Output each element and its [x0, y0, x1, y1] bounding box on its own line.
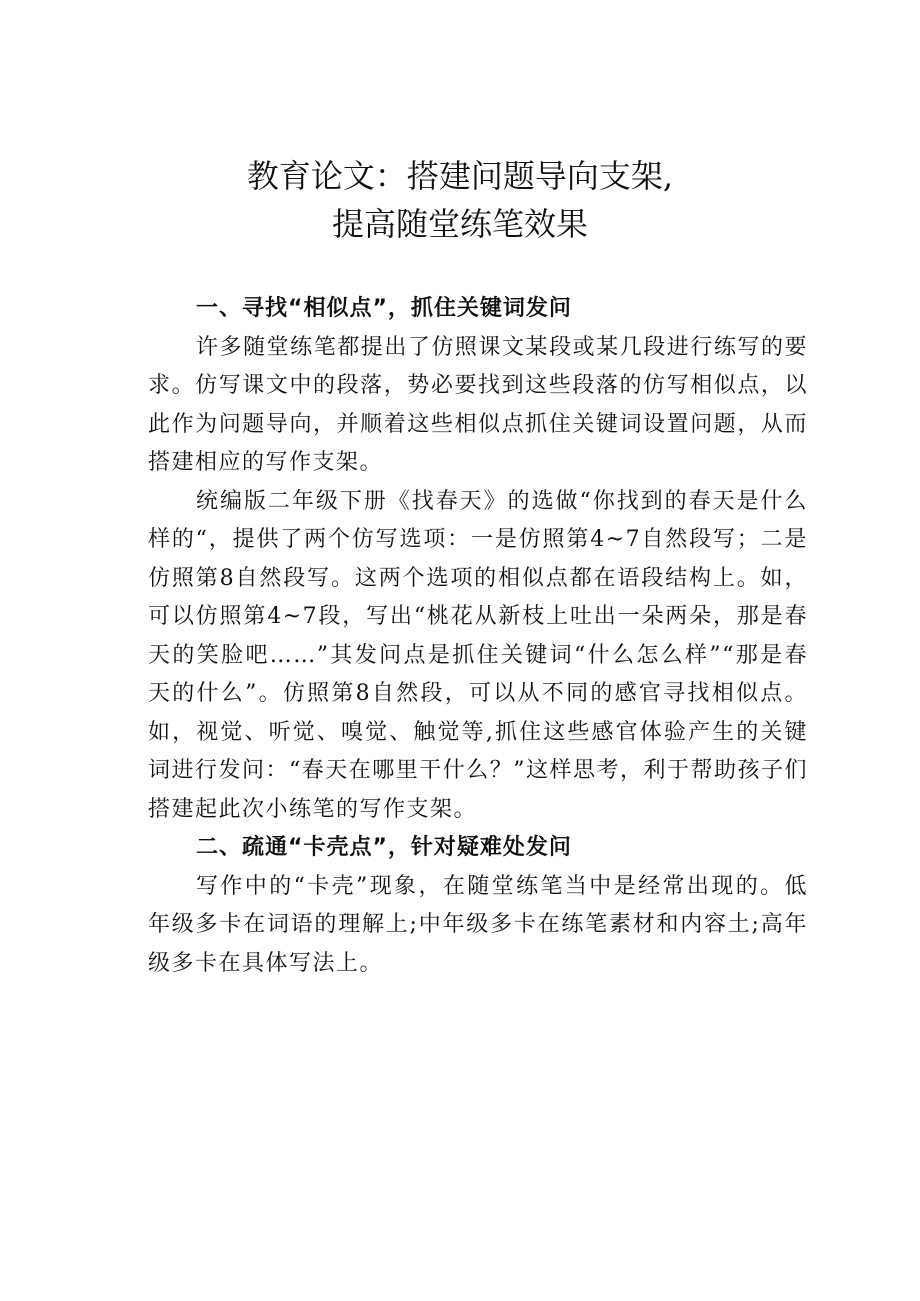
title-line-1: 教育论文：搭建问题导向支架, — [246, 157, 674, 195]
document-body — [148, 290, 808, 983]
section-2-heading: 二、疏通“卡壳点”，针对疑难处发问 — [196, 835, 572, 860]
title-line-2: 提高随堂练笔效果 — [331, 205, 588, 243]
section-2-paragraph-1: 写作中的“卡壳”现象，在随堂练笔当中是经常出现的。低年级多卡在词语的理解上;中年级多卡在练笔素材和内容土;高年级多卡在具体写法上。 — [148, 873, 808, 976]
section-1-paragraph-2: 统编版二年级下册《找春天》的选做“你找到的春天是什么样的“，提供了两个仿写选项：一是仿照第4~7自然段写；二是仿照第8自然段写。这两个选项的相似点都在语段结构上。如，可以仿照第4~7段，写出“桃花从新枝上吐出一朵两朵，那是春天的笑脸吧……”其发问点是抓住关键词“什么怎么样”“那是春天的什么”。仿照第8自然段，可以从不同的感官寻找相似点。如，视觉、听觉、嗅觉、触觉等,抓住这些感官体验产生的关键词进行发问：“春天在哪里干什么？”这样思考，利于帮助孩子们搭建起此次小练笔的写作支架。 — [148, 488, 808, 822]
document-title — [0, 152, 920, 248]
section-1-paragraph-1: 许多随堂练笔都提出了仿照课文某段或某几段进行练写的要求。仿写课文中的段落，势必要找到这些段落的仿写相似点，以此作为问题导向，并顺着这些相似点抓住关键词设置问题，从而搭建相应的写作支架。 — [148, 334, 808, 475]
section-1-heading: 一、寻找“相似点”，抓住关键词发问 — [196, 296, 572, 321]
